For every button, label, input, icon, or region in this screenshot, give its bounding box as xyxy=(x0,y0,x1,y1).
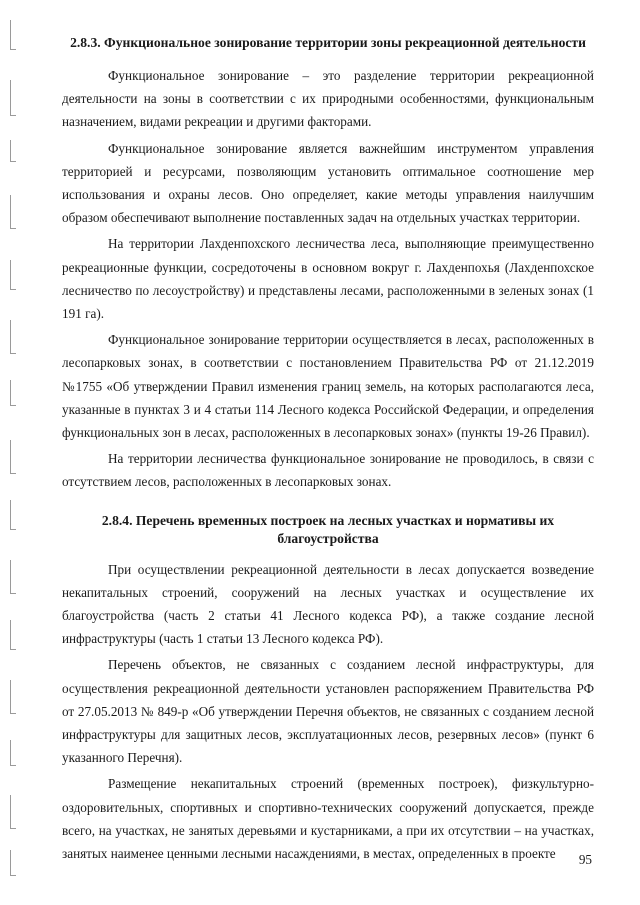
paragraph: При осуществлении рекреационной деятельности в лесах допускается возведение некапитальных строений, сооружений на лесных участках и осуществление их благоустройства (часть 2 статьи 41 Лесного кодекса РФ), а также создание лесной инфраструктуры (часть 1 статьи 13 Лесного кодекса РФ). xyxy=(62,561,594,647)
paragraph: На территории лесничества функциональное зонирование не проводилось, в связи с отсутствием лесов, расположенных в лесопарковых зонах. xyxy=(62,451,594,490)
section-heading-2-8-3: 2.8.3. Функциональное зонирование территории зоны рекреационной деятельности xyxy=(70,35,586,50)
paragraph: Перечень объектов, не связанных с созданием лесной инфраструктуры, для осуществления рекреационной деятельности установлен распоряжением Правительства РФ от 27.05.2013 № 849-р «Об утверждении Перечня объектов, не связанных с созданием лесной инфраструктуры для защитных лесов, эксплуатационных лесов, резервных лесов» (пункт 6 указанного Перечня). xyxy=(62,657,594,766)
binding-edge-marks xyxy=(6,20,20,880)
paragraph: Размещение некапитальных строений (временных построек), физкультурно-оздоровительных, спортивных и спортивно-технических сооружений допускается, прежде всего, на участках, не занятых деревьями и кустарниками, а при их отсутствии – на участках, занятых наименее ценными лесными насаждениями, в местах, определенных в проекте xyxy=(62,776,594,862)
paragraph: Функциональное зонирование – это разделение территории рекреационной деятельности на зоны в соответствии с их природными особенностями, функциональным назначением, видами рекреации и другими факторами. xyxy=(62,68,594,130)
page-number: 95 xyxy=(578,852,592,867)
section-heading-2-8-4: 2.8.4. Перечень временных построек на лесных участках и нормативы их благоустройства xyxy=(101,512,555,546)
paragraph: Функциональное зонирование является важнейшим инструментом управления территорией и ресурсами, позволяющим установить оптимальное соотношение мер использования и охраны лесов. Оно определяет, какие методы управления наилучшим образом обеспечивают выполнение поставленных задач на отдельных участках территории. xyxy=(62,140,594,226)
paragraph: На территории Лахденпохского лесничества леса, выполняющие преимущественно рекреационные функции, сосредоточены в основном вокруг г. Лахденпохья (Лахденпохское лесничество по лесоустройству) и представлены лесами, расположенными в зеленых зонах (1 191 га). xyxy=(62,236,594,322)
paragraph: Функциональное зонирование территории осуществляется в лесах, расположенных в лесопарковых зонах, в соответствии с постановлением Правительства РФ от 21.12.2019 №1755 «Об утверждении Правил изменения границ земель, на которых располагаются леса, указанные в пунктах 3 и 4 статьи 114 Лесного кодекса Российской Федерации, и определения функциональных зон в лесах, расположенных в лесопарковых зонах» (пункты 19-26 Правил). xyxy=(62,332,594,441)
document-page xyxy=(62,34,594,868)
